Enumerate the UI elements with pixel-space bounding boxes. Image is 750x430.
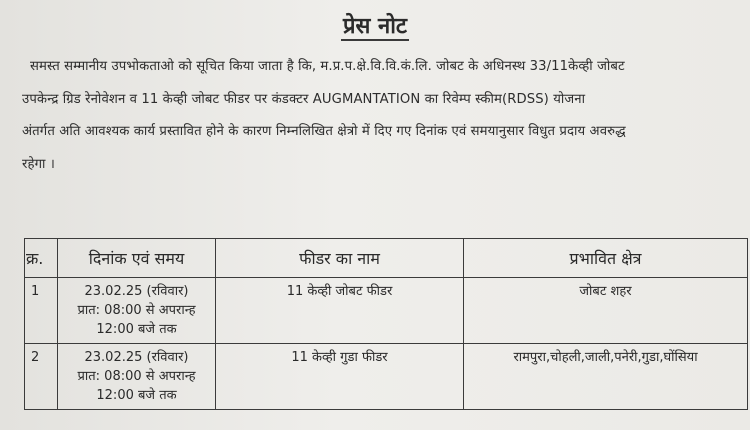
paragraph-line: रहेगा । bbox=[22, 156, 55, 172]
cell-area: जोबट शहर bbox=[464, 278, 748, 344]
paragraph-line: उपकेन्द्र ग्रिड रेनोवेशन व 11 केव्ही जोबट फीडर पर कंडक्टर AUGMANTATION का रिवेम्प स्कीम(RDSS) योजना bbox=[22, 91, 586, 107]
header-serial: क्र. bbox=[25, 239, 58, 278]
cell-time-end: 12:00 बजे तक bbox=[96, 388, 177, 403]
page-title bbox=[0, 10, 750, 40]
cell-time-start: प्रात: 08:00 से अपरान्ह bbox=[77, 369, 196, 384]
cell-date-time bbox=[58, 344, 216, 410]
table-header-row bbox=[25, 239, 748, 278]
cell-date-time bbox=[58, 278, 216, 344]
cell-time-start: प्रात: 08:00 से अपरान्ह bbox=[77, 303, 196, 318]
cell-date: 23.02.25 (रविवार) bbox=[84, 350, 189, 365]
header-feeder-name: फीडर का नाम bbox=[216, 239, 464, 278]
title-text: प्रेस नोट bbox=[342, 14, 408, 39]
table-row bbox=[25, 278, 748, 344]
cell-serial: 1 bbox=[25, 278, 58, 344]
paragraph-line: समस्त सम्मानीय उपभोकताओ को सूचित किया जाता है कि, म.प्र.प.क्षे.वि.वि.कं.लि. जोबट के अधिनस्थ 33/11केव्ही जोबट bbox=[30, 59, 625, 74]
cell-serial: 2 bbox=[25, 344, 58, 410]
notice-paragraph bbox=[22, 51, 734, 181]
cell-area: रामपुरा,चोहली,जाली,पनेरी,गुडा,घोंसिया bbox=[464, 344, 748, 410]
header-date-time: दिनांक एवं समय bbox=[58, 239, 216, 278]
cell-feeder: 11 केव्ही जोबट फीडर bbox=[216, 278, 464, 344]
table-row bbox=[25, 344, 748, 410]
cell-time-end: 12:00 बजे तक bbox=[96, 322, 177, 337]
cell-feeder: 11 केव्ही गुडा फीडर bbox=[216, 344, 464, 410]
header-affected-area: प्रभावित क्षेत्र bbox=[464, 239, 748, 278]
outage-schedule-table bbox=[24, 238, 748, 410]
cell-date: 23.02.25 (रविवार) bbox=[84, 284, 189, 299]
paragraph-line: अंतर्गत अति आवश्यक कार्य प्रस्तावित होने के कारण निम्नलिखित क्षेत्रो में दिए गए दिनांक एवं समयानुसार विधुत प्रदाय अवरुद्ध bbox=[22, 124, 626, 139]
